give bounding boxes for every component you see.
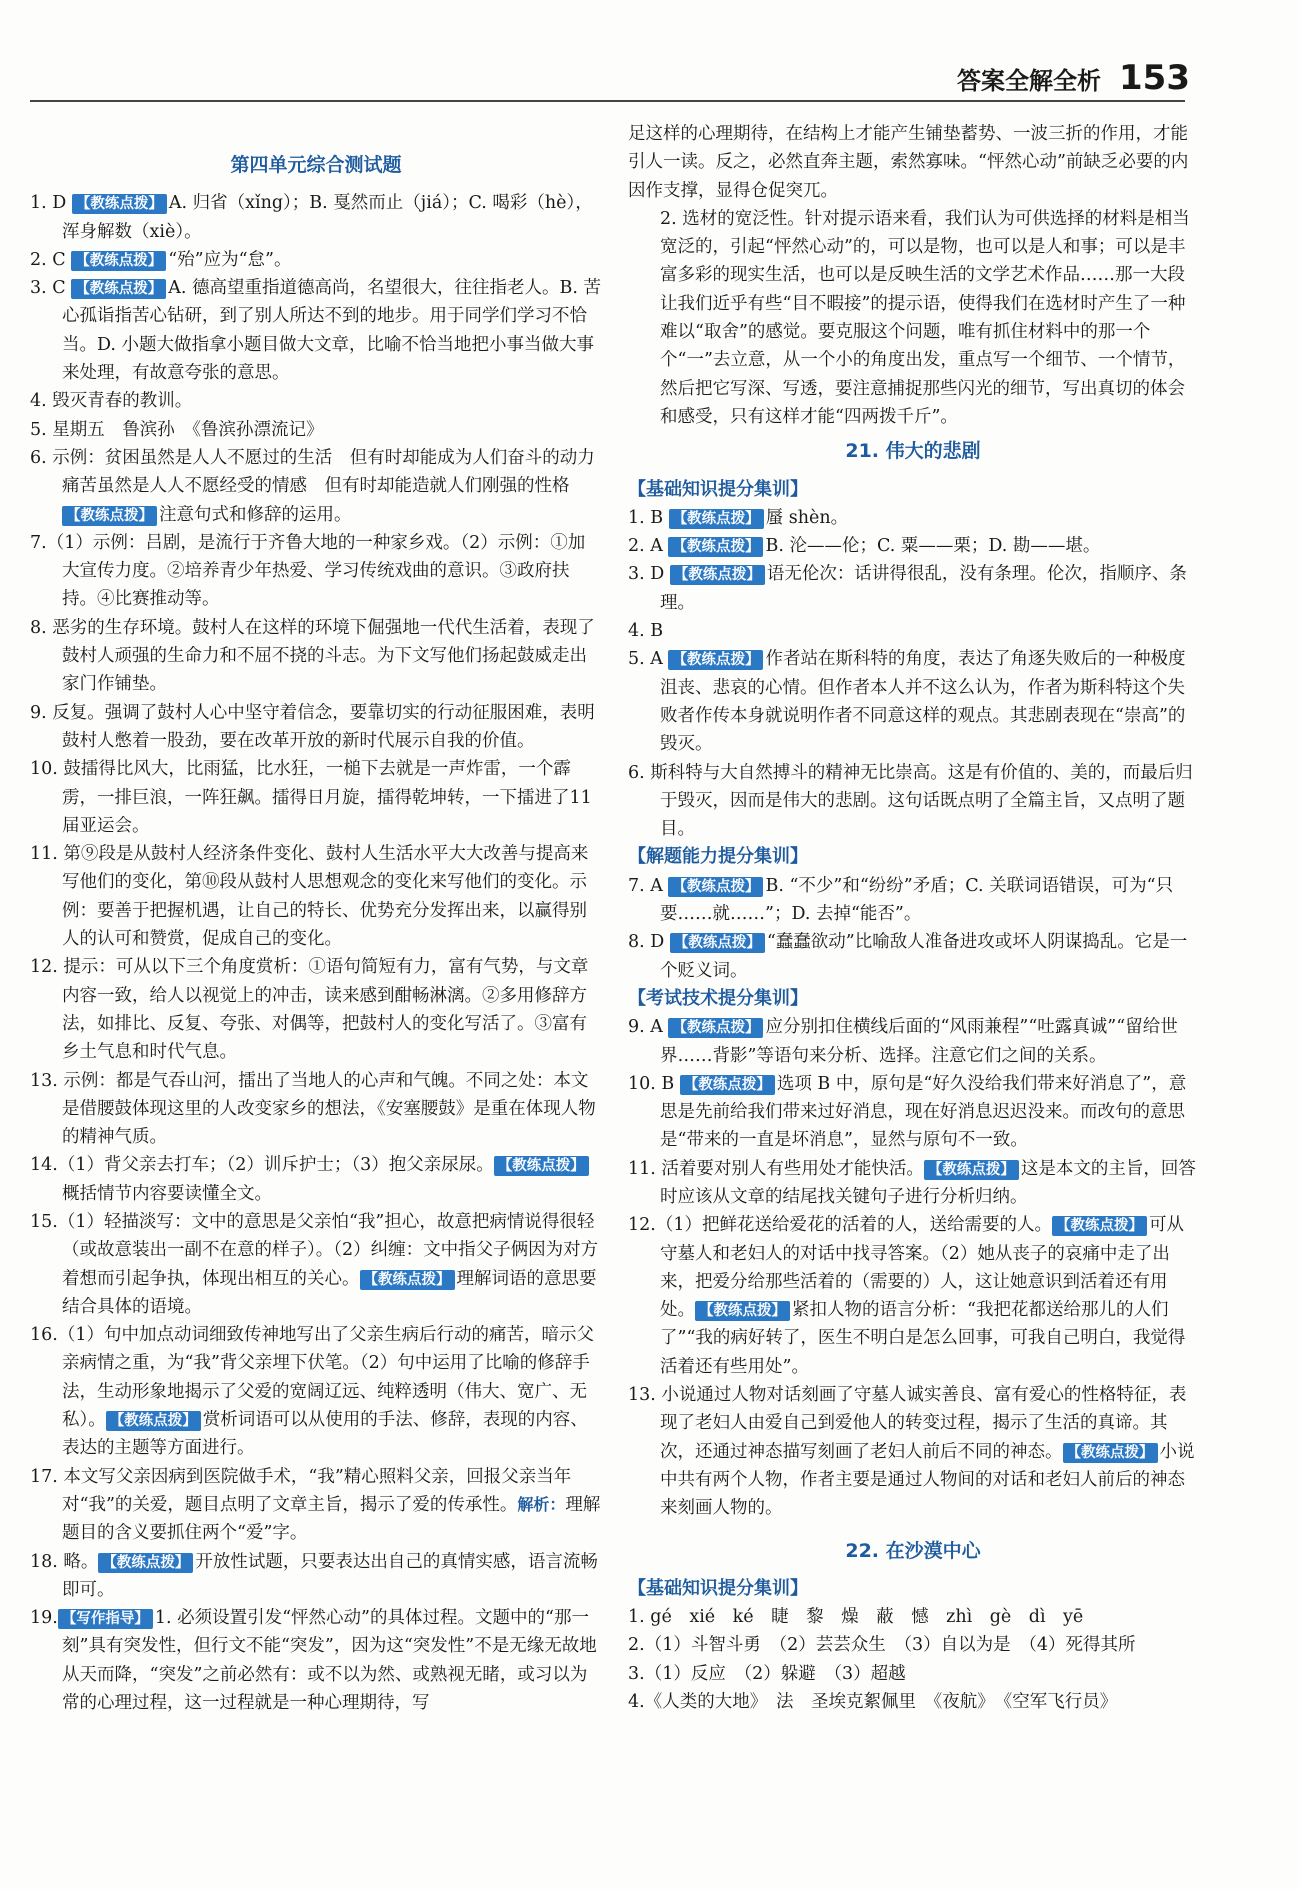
- answer-item: 13. 示例：都是气吞山河，擂出了当地人的心声和气魄。不同之处：本文是借腰鼓体现这里的人改变家乡的想法，《安塞腰鼓》是重在体现人物的精神气质。: [30, 1070, 596, 1148]
- note-tag: 【教练点拨】: [668, 650, 763, 670]
- section-title-22: 22. 在沙漠中心: [845, 1539, 981, 1562]
- note-tag: 【教练点拨】: [669, 509, 764, 529]
- left-answers: [30, 189, 613, 1717]
- note-tag: 【教练点拨】: [924, 1160, 1019, 1180]
- answer-item: 17. 本文写父亲因病到医院做手术，“我”精心照料父亲，回报父亲当年对“我”的关爱，题目点明了文章主旨，揭示了爱的传承性。解析：理解题目的含义要抓住两个“爱”字。: [30, 1466, 601, 1544]
- answer-item: 14.（1）背父亲去打车；（2）训斥护士；（3）抱父亲尿尿。 【教练点拨】概括情节内容要读懂全文。: [30, 1151, 602, 1208]
- note-tag: 【教练点拨】: [668, 877, 763, 897]
- answer-item: 2.（1）斗智斗勇 （2）芸芸众生 （3）自以为是 （4）死得其所: [628, 1635, 1136, 1656]
- answer-item: 4.《人类的大地》 法 圣埃克絮佩里 《夜航》 《空军飞行员》: [628, 1692, 1118, 1713]
- answer-item: 4. B: [628, 621, 664, 642]
- subheading-basic-22: 【基础知识提分集训】: [628, 1577, 808, 1599]
- answer-item: 6. 示例：贫困虽然是人人不愿过的生活 但有时却能成为人们奋斗的动力 痛苦虽然是人人不愿经受的情感 但有时却能造就人们刚强的性格 【教练点拨】 注意句式和修辞的运用。: [30, 447, 613, 525]
- note-tag: 【教练点拨】: [71, 279, 166, 299]
- writing-guide-paragraph: 2. 选材的宽泛性。针对提示语来看，我们认为可供选择的材料是相当宽泛的，引起“怦然心动”的，可以是物，也可以是人和事；可以是丰富多彩的现实生活，也可以是反映生活的文学艺术作品……那一大段让我们近乎有些“目不暇接”的提示语，使得我们在选材时产生了一种难以“取舍”的感觉。要克服这个问题，唯有抓住材料中的那一个个“一”去立意，从一个小的角度出发，重点写一个细节、一个情节，然后把它写深、写透，要注意捕捉那些闪光的细节，写出真切的体会和感受，只有这样才能“四两拨千斤”。: [660, 208, 1190, 427]
- answer-item: 2. C 【教练点拨】 “殆”应为“怠”。: [30, 249, 292, 270]
- note-tag: 【教练点拨】: [72, 194, 167, 214]
- header-rule: [30, 100, 1185, 102]
- answer-item: 1. B 【教练点拨】 蜃 shèn。: [628, 507, 849, 528]
- subheading-exam-21: 【考试技术提分集训】: [628, 987, 808, 1009]
- answer-item: 10. B 【教练点拨】 选项 B 中，原句是“好久没给我们带来好消息了”，意思是先前给我们带来过好消息，现在好消息迟迟没来。而改句的意思是“带来的一直是坏消息”，显然与原句不一致。: [628, 1073, 1187, 1151]
- answer-item: 11. 第⑨段是从鼓村人经济条件变化、鼓村人生活水平大大改善与提高来写他们的变化，第⑩段从鼓村人思想观念的变化来写他们的变化。示例：要善于把握机遇，让自己的特长、优势充分发挥出来，以赢得别人的认可和赞赏，促成自己的变化。: [30, 844, 589, 950]
- note-tag: 【教练点拨】: [680, 1075, 775, 1095]
- note-tag: 【教练点拨】: [668, 1018, 763, 1038]
- answer-item: 5. A 【教练点拨】 作者站在斯科特的角度，表达了角逐失败后的一种极度沮丧、悲哀的心情。但作者本人并不这么认为，作者为斯科特这个失败者作传本身就说明作者不同意这样的观点。其悲剧表现在“崇高”的毁灭。: [628, 649, 1186, 755]
- note-tag: 【教练点拨】: [695, 1301, 790, 1321]
- answer-item: 7.（1）示例：吕剧，是流行于齐鲁大地的一种家乡戏。（2）示例：①加大宣传力度。②培养青少年热爱、学习传统戏曲的意识。③政府扶持。④比赛推动等。: [30, 532, 586, 610]
- answer-item: 6. 斯科特与大自然搏斗的精神无比崇高。这是有价值的、美的，而最后归于毁灭，因而是伟大的悲剧。这句话既点明了全篇主旨，又点明了题目。: [628, 762, 1193, 840]
- answer-item: 9. A 【教练点拨】 应分别扣住横线后面的“风雨兼程”“吐露真诚”“留给世界……背影”等语句来分析、选择。注意它们之间的关系。: [628, 1017, 1178, 1066]
- note-tag: 【教练点拨】: [494, 1156, 589, 1176]
- answer-item: 10. 鼓擂得比风大，比雨猛，比水狂，一槌下去就是一声炸雷，一个霹雳，一排巨浪，一阵狂飙。擂得日月旋，擂得乾坤转，一下擂进了11届亚运会。: [30, 759, 592, 836]
- note-tag: 【教练点拨】: [668, 537, 763, 557]
- note-tag: 【教练点拨】: [98, 1553, 193, 1573]
- exam-answers-21: [628, 1013, 1198, 1522]
- answer-item: 4. 毁灭青春的教训。: [30, 391, 193, 412]
- left-column: [30, 145, 613, 1717]
- basic-answers-21: [628, 504, 1198, 844]
- section-title-unit4: 第四单元综合测试题: [230, 154, 402, 176]
- answer-item: 12.（1）把鲜花送给爱花的活着的人，送给需要的人。 【教练点拨】 可从守墓人和老妇人的对话中找寻答案。（2）她从丧子的哀痛中走了出来，把爱分给那些活着的（需要的）人，这让她意识到活着还有用处。 【教练点拨】 紧扣人物的语言分析：“我把花都送给那儿的人们了”“我的病好转了，医生不明白是怎么回事，可我自己明白，我觉得活着还有些用处”。: [628, 1215, 1186, 1377]
- answer-item: 19. 【写作指导】 1. 必须设置引发“怦然心动”的具体过程。文题中的“那一刻”具有突发性，但行文不能“突发”，因为这“突发性”不是无缘无故地从天而降，“突发”之前必然有：或不以为然、或熟视无睹，或习以为常的心理过程，这一过程就是一种心理期待，写: [30, 1608, 597, 1714]
- note-tag: 【教练点拨】: [1063, 1443, 1158, 1463]
- answer-item: 15.（1）轻描淡写：文中的意思是父亲怕“我”担心，故意把病情说得很轻（或故意装出一副不在意的样子）。（2）纠缠：文中指父子俩因为对方着想而引起争执，体现出相互的关心。 【教练点拨】 理解词语的意思要结合具体的语境。: [30, 1211, 599, 1317]
- analysis-label: 解析：: [517, 1494, 566, 1514]
- writing-guide-paragraph: 足这样的心理期待，在结构上才能产生铺垫蓄势、一波三折的作用，才能引人一读。反之，必然直奔主题，索然寡味。“怦然心动”前缺乏必要的内因作支撑，显得仓促突兀。: [628, 124, 1189, 201]
- page-number: 153: [1119, 58, 1190, 98]
- section-title-21: 21. 伟大的悲剧: [845, 440, 981, 463]
- page-header: [957, 58, 1190, 98]
- answer-item: 16.（1）句中加点动词细致传神地写出了父亲生病后行动的痛苦，暗示父亲病情之重，为“我”背父亲埋下伏笔。（2）句中运用了比喻的修辞手法，生动形象地揭示了父爱的宽阔辽远、纯粹透明（伟大、宽广、无私）。 【教练点拨】 赏析词语可以从使用的手法、修辞，表现的内容、表达的主题等方面进行。: [30, 1325, 594, 1459]
- answer-item: 8. 恶劣的生存环境。鼓村人在这样的环境下倔强地一代代生活着，表现了鼓村人顽强的生命力和不屈不挠的斗志。为下文写他们扬起鼓威走出家门作铺垫。: [30, 617, 595, 695]
- note-tag: 【教练点拨】: [360, 1270, 455, 1290]
- answer-item: 5. 星期五 鲁滨孙 《鲁滨孙漂流记》: [30, 419, 324, 440]
- answer-item: 1. D 【教练点拨】 A. 归省（xǐng）；B. 戛然而止（jiá）；C. 喝彩（hè），浑身解数（xiè）。: [30, 193, 593, 242]
- right-column: [628, 120, 1198, 1716]
- answer-item: 8. D 【教练点拨】 “蠢蠢欲动”比喻敌人准备进攻或坏人阴谋捣乱。它是一个贬义词。: [628, 932, 1188, 981]
- answer-item: 12. 提示：可从以下三个角度赏析：①语句简短有力，富有气势，与文章内容一致，给人以视觉上的冲击，读来感到酣畅淋漓。②多用修辞方法，如排比、反复、夸张、对偶等，把鼓村人的变化写活了。③富有乡土气息和时代气息。: [30, 957, 589, 1063]
- note-tag: 【教练点拨】: [670, 565, 765, 585]
- note-tag: 【教练点拨】: [71, 251, 166, 271]
- answer-item: 3. C 【教练点拨】 A. 德高望重指道德高尚，名望很大，往往指老人。B. 苦心孤诣指苦心钻研，到了别人所达不到的地步。用于同学们学习不恰当。D. 小题大做指拿小题目做大文章，比喻不恰当地把小事当做大事来处理，有故意夸张的意思。: [30, 278, 601, 384]
- basic-answers-22: [628, 1603, 1198, 1716]
- answer-item: 3. D 【教练点拨】 语无伦次：话讲得很乱，没有条理。伦次，指顺序、条理。: [628, 564, 1187, 613]
- note-tag: 【教练点拨】: [62, 506, 157, 526]
- note-tag: 【写作指导】: [58, 1609, 153, 1629]
- answer-item: 11. 活着要对别人有些用处才能快活。 【教练点拨】 这是本文的主旨，回答时应该从文章的结尾找关键句子进行分析归纳。: [628, 1158, 1196, 1207]
- writing-guide-continuation: [628, 120, 1198, 431]
- answer-item: 2. A 【教练点拨】 B. 沦——伦；C. 粟——栗；D. 勘——堪。: [628, 536, 1101, 557]
- subheading-ability-21: 【解题能力提分集训】: [628, 846, 808, 868]
- answer-item: 1. gé xié ké 睫 黎 燥 蔽 憾 zhì gè dì yē: [628, 1607, 1084, 1628]
- answer-item: 18. 略。 【教练点拨】 开放性试题，只要表达出自己的真情实感，语言流畅即可。: [30, 1551, 598, 1600]
- subheading-basic-21: 【基础知识提分集训】: [628, 478, 808, 500]
- header-title: 答案全解全析: [957, 67, 1102, 95]
- answer-item: 9. 反复。强调了鼓村人心中坚守着信念，要靠切实的行动征服困难，表明鼓村人憋着一股劲，要在改革开放的新时代展示自我的价值。: [30, 702, 595, 751]
- ability-answers-21: [628, 872, 1198, 985]
- note-tag: 【教练点拨】: [1052, 1216, 1147, 1236]
- answer-item: 3.（1）反应 （2）躲避 （3）超越: [628, 1663, 906, 1684]
- note-tag: 【教练点拨】: [106, 1411, 201, 1431]
- answer-item: 7. A 【教练点拨】 B. “不少”和“纷纷”矛盾；C. 关联词语错误，可为“只要……就……”；D. 去掉“能否”。: [628, 875, 1174, 925]
- answer-item: 13. 小说通过人物对话刻画了守墓人诚实善良、富有爱心的性格特征，表现了老妇人由爱自己到爱他人的转变过程，揭示了生活的真谛。其次，还通过神态描写刻画了老妇人前后不同的神态。 【教练点拨】 小说中共有两个人物，作者主要是通过人物间的对话和老妇人前后的神态来刻画人物的。: [628, 1385, 1195, 1519]
- note-tag: 【教练点拨】: [670, 933, 765, 953]
